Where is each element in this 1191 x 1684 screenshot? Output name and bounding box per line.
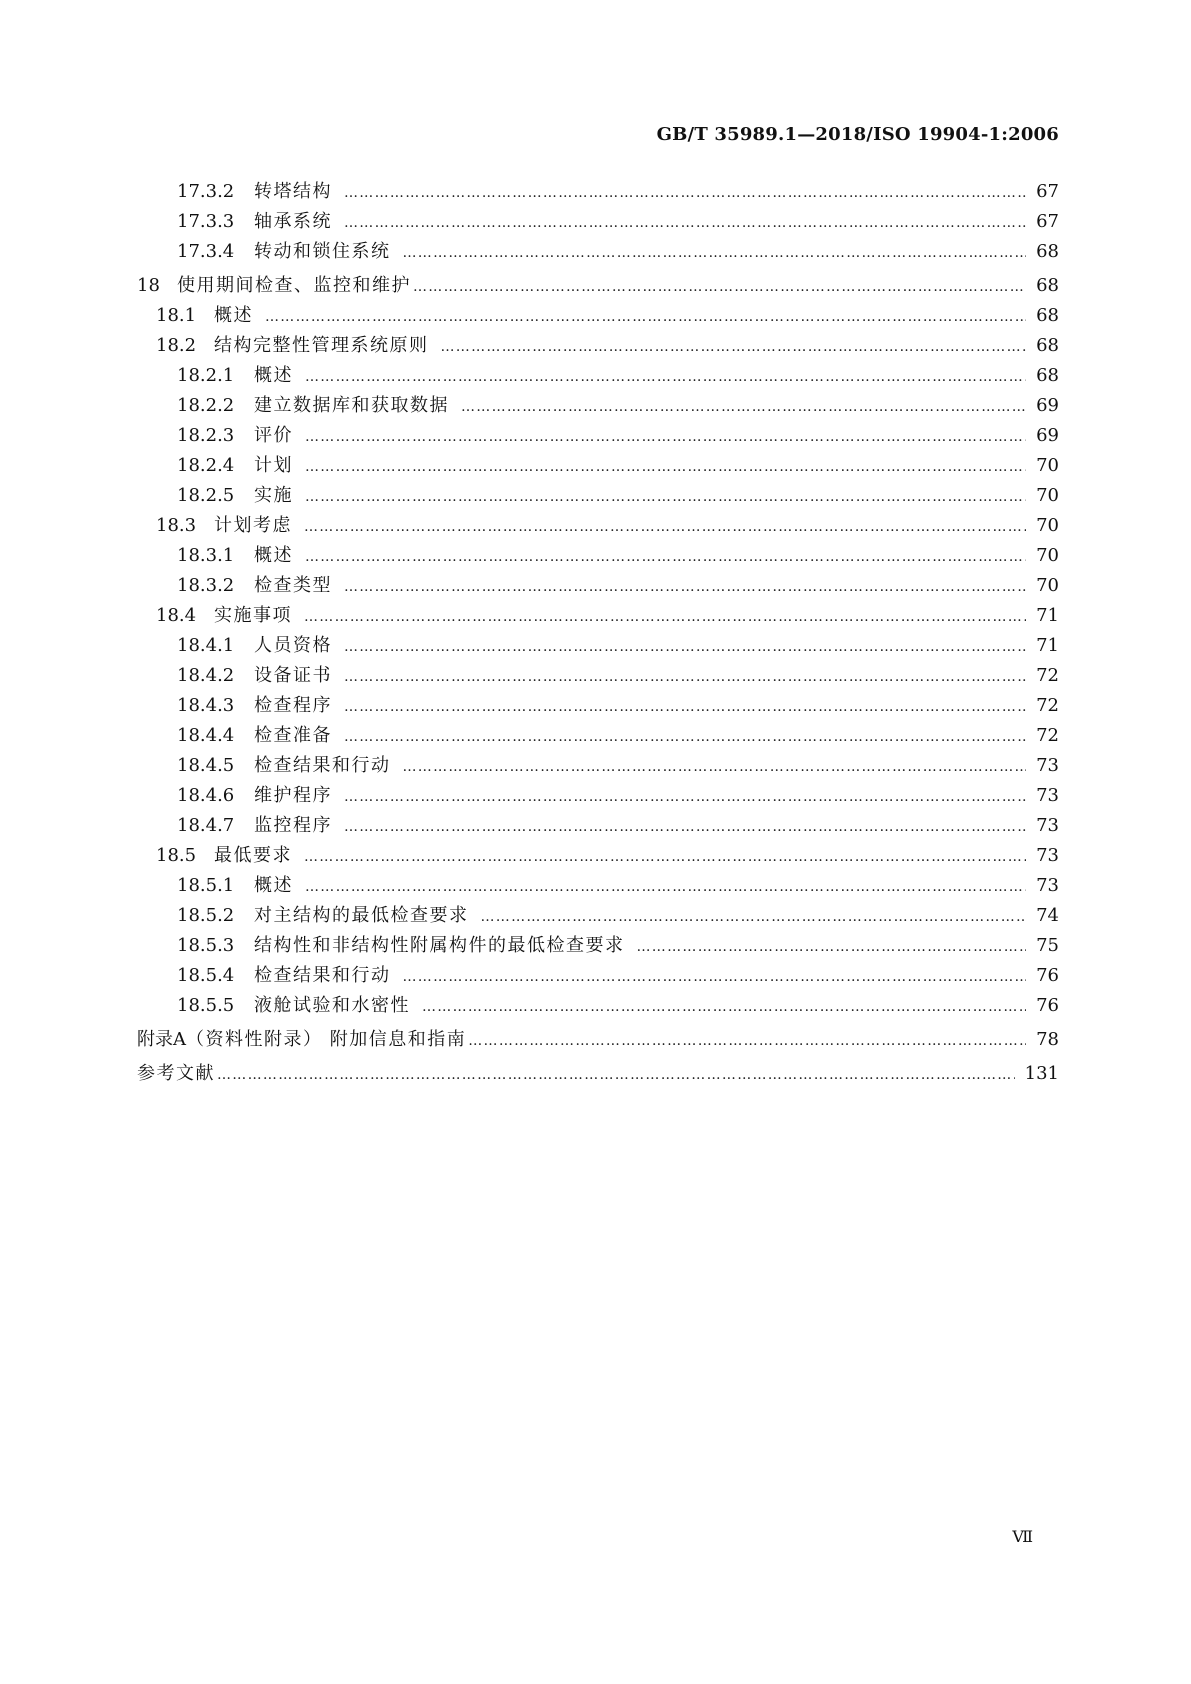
dot-leader: [304, 603, 1026, 631]
toc-page: 71: [1036, 635, 1059, 656]
toc-title: 检查程序: [254, 695, 332, 716]
toc-page: 68: [1036, 305, 1059, 326]
toc-entry-18-5-2[interactable]: [177, 902, 1059, 930]
dot-leader: [344, 663, 1026, 691]
toc-entry-17-3-3[interactable]: [177, 208, 1059, 236]
toc-number: 18.4.7: [177, 815, 235, 836]
toc-entry-18-4-3[interactable]: [177, 692, 1059, 720]
toc-title: 维护程序: [254, 785, 332, 806]
dot-leader: [344, 723, 1026, 751]
toc-page: 72: [1036, 665, 1059, 686]
toc-title: 转塔结构: [254, 181, 332, 202]
toc-number: 18.2: [156, 335, 197, 356]
toc-page: 71: [1036, 605, 1059, 626]
toc-number: 附录A: [137, 1029, 186, 1050]
toc-entry-18-2[interactable]: [156, 332, 1059, 360]
toc-number: 18.2.3: [177, 425, 235, 446]
toc-entry-17-3-4[interactable]: [177, 238, 1059, 266]
toc-number: 18.4.1: [177, 635, 235, 656]
toc-number: 18: [137, 275, 160, 296]
toc-title: 概述: [254, 875, 293, 896]
toc-number: 18.5: [156, 845, 197, 866]
toc-page: 72: [1036, 725, 1059, 746]
dot-leader: [422, 993, 1026, 1021]
dot-leader: [403, 239, 1027, 267]
toc-entry-18-2-4[interactable]: [177, 452, 1059, 480]
toc-entry-18-3[interactable]: [156, 512, 1059, 540]
toc-title: 计划: [254, 455, 293, 476]
toc-page: 68: [1036, 335, 1059, 356]
toc-entry-18[interactable]: [137, 272, 1059, 300]
toc-entry-18-5-5[interactable]: [177, 992, 1059, 1020]
toc-entry-annex-a[interactable]: [137, 1026, 1059, 1054]
toc-title: 参考文献: [137, 1063, 215, 1084]
toc-title: 建立数据库和获取数据: [254, 395, 449, 416]
toc-entry-18-5[interactable]: [156, 842, 1059, 870]
toc-title: 设备证书: [254, 665, 332, 686]
toc-entry-18-4-1[interactable]: [177, 632, 1059, 660]
toc-title: 检查类型: [254, 575, 332, 596]
toc-page: 70: [1036, 575, 1059, 596]
toc-entry-18-4-2[interactable]: [177, 662, 1059, 690]
dot-leader: [344, 693, 1026, 721]
toc-page: 68: [1036, 241, 1059, 262]
toc-number: 18.2.5: [177, 485, 235, 506]
toc-title: 使用期间检查、监控和维护: [177, 275, 411, 296]
toc-page: 76: [1036, 995, 1059, 1016]
toc-title: 检查准备: [254, 725, 332, 746]
toc-entry-18-3-1[interactable]: [177, 542, 1059, 570]
toc-page: 69: [1036, 395, 1059, 416]
toc-entry-18-5-4[interactable]: [177, 962, 1059, 990]
toc-number: 18.4: [156, 605, 197, 626]
toc-title: 概述: [214, 305, 253, 326]
toc-title: 液舱试验和水密性: [254, 995, 410, 1016]
toc-title: （资料性附录） 附加信息和指南: [186, 1029, 467, 1050]
toc-page: 68: [1036, 365, 1059, 386]
toc-page: 75: [1036, 935, 1059, 956]
toc-number: 17.3.4: [177, 241, 235, 262]
toc-number: 18.5.3: [177, 935, 235, 956]
toc-entry-bibliography[interactable]: [137, 1060, 1059, 1088]
toc-number: 18.4.4: [177, 725, 235, 746]
toc-title: 对主结构的最低检查要求: [254, 905, 469, 926]
toc-page: 73: [1036, 755, 1059, 776]
dot-leader: [265, 303, 1026, 331]
toc-entry-18-2-3[interactable]: [177, 422, 1059, 450]
toc-entry-18-2-1[interactable]: [177, 362, 1059, 390]
toc-number: 17.3.2: [177, 181, 235, 202]
toc-page: 67: [1036, 181, 1059, 202]
dot-leader: [305, 423, 1026, 451]
dot-leader: [468, 1027, 1026, 1055]
toc-page: 70: [1036, 485, 1059, 506]
toc-title: 概述: [254, 545, 293, 566]
dot-leader: [305, 363, 1026, 391]
toc-entry-18-5-3[interactable]: [177, 932, 1059, 960]
toc-entry-18-2-2[interactable]: [177, 392, 1059, 420]
dot-leader: [344, 179, 1026, 207]
toc-page: 73: [1036, 875, 1059, 896]
dot-leader: [304, 843, 1026, 871]
page-number: Ⅶ: [1012, 1527, 1033, 1546]
toc-title: 实施: [254, 485, 293, 506]
toc-number: 18.4.6: [177, 785, 235, 806]
toc-title: 检查结果和行动: [254, 965, 391, 986]
toc-title: 轴承系统: [254, 211, 332, 232]
dot-leader: [403, 753, 1027, 781]
toc-page: 67: [1036, 211, 1059, 232]
toc-page: 73: [1036, 815, 1059, 836]
dot-leader: [344, 209, 1026, 237]
toc-number: 17.3.3: [177, 211, 235, 232]
toc-number: 18.5.5: [177, 995, 235, 1016]
toc-entry-18-5-1[interactable]: [177, 872, 1059, 900]
dot-leader: [461, 393, 1026, 421]
toc-page: 73: [1036, 845, 1059, 866]
toc-page: 68: [1036, 275, 1059, 296]
toc-title: 结构性和非结构性附属构件的最低检查要求: [254, 935, 625, 956]
dot-leader: [344, 633, 1026, 661]
toc-page: 76: [1036, 965, 1059, 986]
toc-entry-17-3-2[interactable]: [177, 178, 1059, 206]
toc-entry-18-4[interactable]: [156, 602, 1059, 630]
toc-title: 最低要求: [214, 845, 292, 866]
dot-leader: [344, 783, 1026, 811]
toc-page: 131: [1024, 1063, 1059, 1084]
toc-number: 18.1: [156, 305, 197, 326]
standard-header: GB/T 35989.1—2018/ISO 19904-1:2006: [656, 124, 1059, 145]
toc-number: 18.4.2: [177, 665, 235, 686]
toc-title: 概述: [254, 365, 293, 386]
toc-entry-18-3-2[interactable]: [177, 572, 1059, 600]
toc-title: 检查结果和行动: [254, 755, 391, 776]
dot-leader: [305, 543, 1026, 571]
dot-leader: [305, 483, 1026, 511]
dot-leader: [441, 333, 1027, 361]
toc-number: 18.2.4: [177, 455, 235, 476]
dot-leader: [304, 513, 1026, 541]
toc-page: 74: [1036, 905, 1059, 926]
toc-number: 18.4.5: [177, 755, 235, 776]
toc-entry-18-1[interactable]: [156, 302, 1059, 330]
toc-title: 评价: [254, 425, 293, 446]
toc-title: 计划考虑: [214, 515, 292, 536]
toc-number: 18.4.3: [177, 695, 235, 716]
toc-title: 实施事项: [214, 605, 292, 626]
dot-leader: [344, 813, 1026, 841]
toc-title: 人员资格: [254, 635, 332, 656]
toc-entry-18-2-5[interactable]: [177, 482, 1059, 510]
toc-entry-18-4-6[interactable]: [177, 782, 1059, 810]
toc-page: 69: [1036, 425, 1059, 446]
toc-page: 73: [1036, 785, 1059, 806]
toc-title: 监控程序: [254, 815, 332, 836]
dot-leader: [481, 903, 1027, 931]
toc-page: 70: [1036, 515, 1059, 536]
toc-title: 结构完整性管理系统原则: [214, 335, 429, 356]
toc-number: 18.5.2: [177, 905, 235, 926]
toc-number: 18.3: [156, 515, 197, 536]
toc-number: 18.5.4: [177, 965, 235, 986]
dot-leader: [305, 453, 1026, 481]
toc-number: 18.2.1: [177, 365, 235, 386]
dot-leader: [217, 1061, 1015, 1089]
toc-number: 18.5.1: [177, 875, 235, 896]
toc-page: 70: [1036, 545, 1059, 566]
toc-number: 18.2.2: [177, 395, 235, 416]
dot-leader: [403, 963, 1027, 991]
toc-entry-18-4-5[interactable]: [177, 752, 1059, 780]
dot-leader: [413, 273, 1026, 301]
toc-entry-18-4-7[interactable]: [177, 812, 1059, 840]
dot-leader: [637, 933, 1027, 961]
dot-leader: [344, 573, 1026, 601]
toc-entry-18-4-4[interactable]: [177, 722, 1059, 750]
toc-title: 转动和锁住系统: [254, 241, 391, 262]
toc-number: 18.3.2: [177, 575, 235, 596]
toc-number: 18.3.1: [177, 545, 235, 566]
toc-page: 70: [1036, 455, 1059, 476]
toc-page: 72: [1036, 695, 1059, 716]
toc-page: 78: [1036, 1029, 1059, 1050]
dot-leader: [305, 873, 1026, 901]
